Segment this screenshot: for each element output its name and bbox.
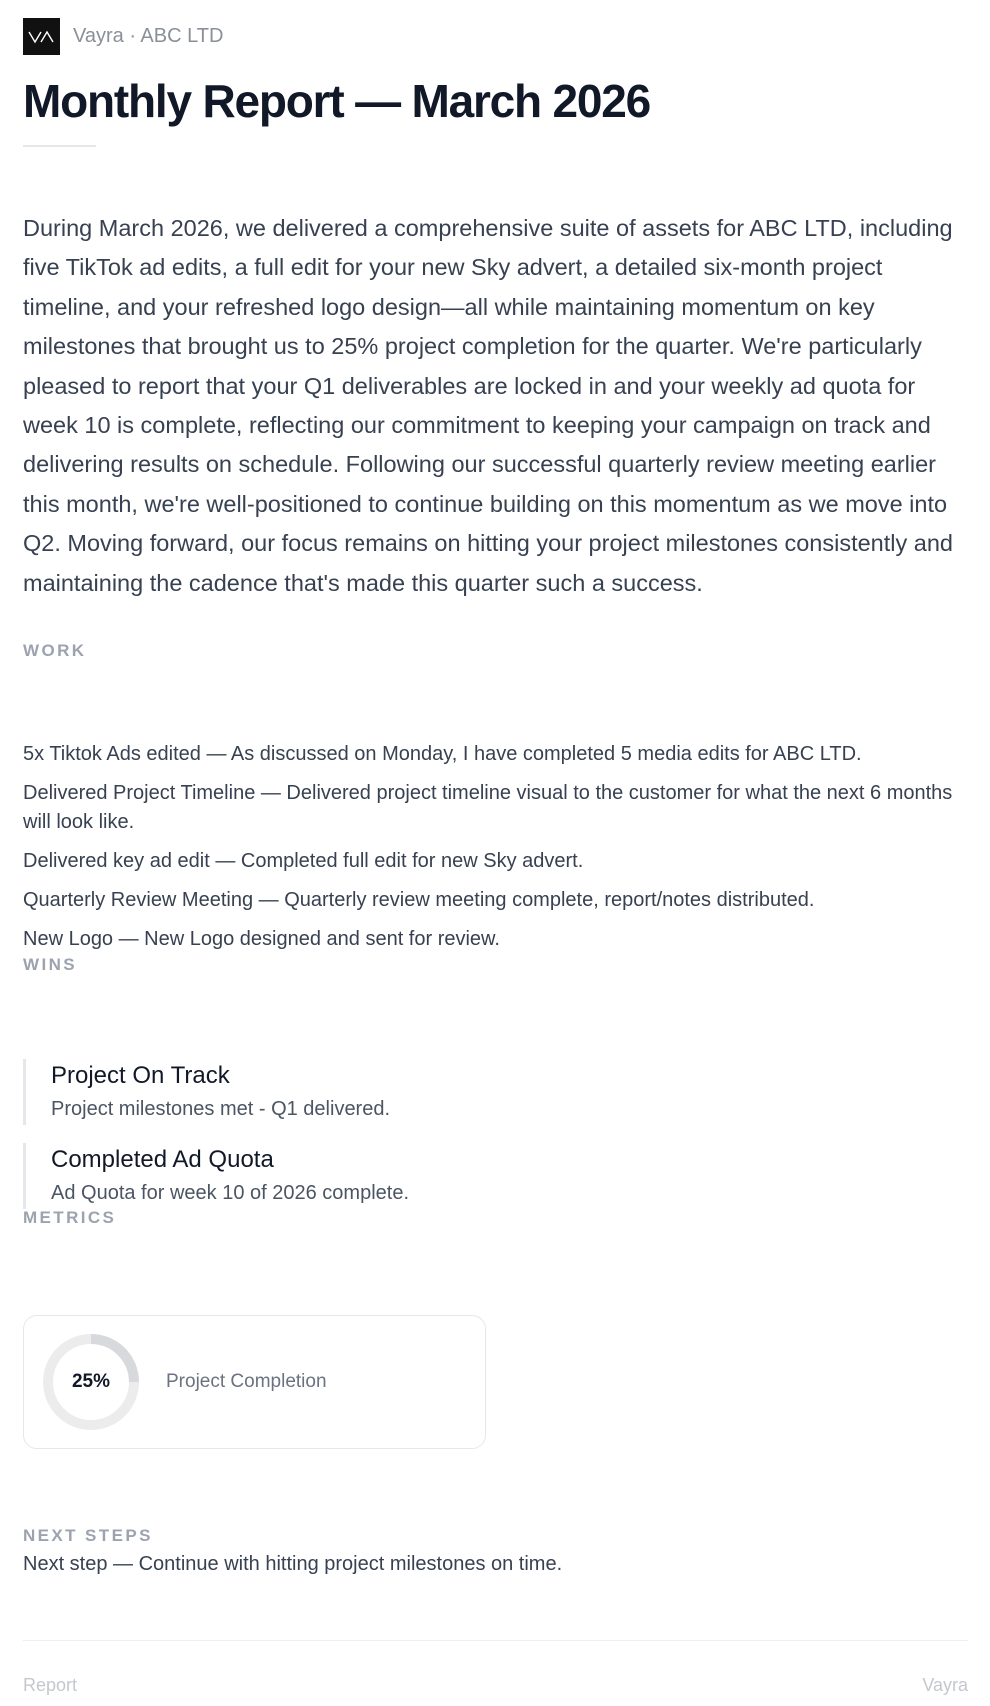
win-title: Project On Track — [51, 1062, 230, 1089]
work-item: Quarterly Review Meeting — Quarterly review meeting complete, report/notes distributed. — [23, 889, 815, 911]
win-title: Completed Ad Quota — [51, 1146, 274, 1173]
wins-section-label: WINS — [23, 955, 77, 974]
win-description: Ad Quota for week 10 of 2026 complete. — [51, 1182, 409, 1204]
win-item — [23, 1143, 923, 1209]
work-list — [23, 740, 973, 964]
next-steps-section-label: NEXT STEPS — [23, 1526, 153, 1545]
report-summary: During March 2026, we delivered a comprehensive suite of assets for ABC LTD, including five TikTok ad edits, a full edit for your new Sky advert, a detailed six-month project timeline, and your refreshed logo design—all while maintaining momentum on key milestones that brought us to 25% project completion for the quarter. We're particularly pleased to report that your Q1 deliverables are locked in and your weekly ad quota for week 10 is complete, reflecting our commitment to keeping your campaign on track and delivering results on schedule. Following our successful quarterly review meeting earlier this month, we're well-positioned to continue building on this momentum as we move into Q2. Moving forward, our focus remains on hitting your project milestones consistently and maintaining the cadence that's made this quarter such a success. — [23, 215, 953, 596]
win-item — [23, 1059, 923, 1125]
work-item: Delivered key ad edit — Completed full edit for new Sky advert. — [23, 850, 584, 872]
work-item: New Logo — New Logo designed and sent for review. — [23, 928, 500, 950]
work-section-label: WORK — [23, 641, 87, 660]
brand-name: Vayra · ABC LTD — [73, 25, 224, 47]
progress-ring — [42, 1333, 140, 1431]
brand-header — [23, 18, 223, 55]
work-item: Delivered Project Timeline — Delivered project timeline visual to the customer for what the next 6 months will look like. — [23, 782, 953, 833]
metric-card — [23, 1315, 486, 1449]
wins-list — [23, 1059, 923, 1227]
footer-report-label: Report — [23, 1675, 78, 1695]
metric-label: Project Completion — [166, 1371, 327, 1392]
vayra-logo-icon — [23, 18, 60, 55]
work-item: 5x Tiktok Ads edited — As discussed on Monday, I have completed 5 media edits for ABC LTD. — [23, 743, 862, 765]
page-title: Monthly Report — March 2026 — [23, 75, 651, 127]
footer-divider — [23, 1640, 968, 1641]
next-step-item: Next step — Continue with hitting project milestones on time. — [23, 1553, 563, 1575]
title-divider — [23, 145, 96, 147]
metric-value: 25% — [71, 1371, 111, 1392]
metrics-section-label: METRICS — [23, 1208, 117, 1227]
footer-brand-label: Vayra — [922, 1675, 968, 1695]
win-description: Project milestones met - Q1 delivered. — [51, 1098, 391, 1120]
